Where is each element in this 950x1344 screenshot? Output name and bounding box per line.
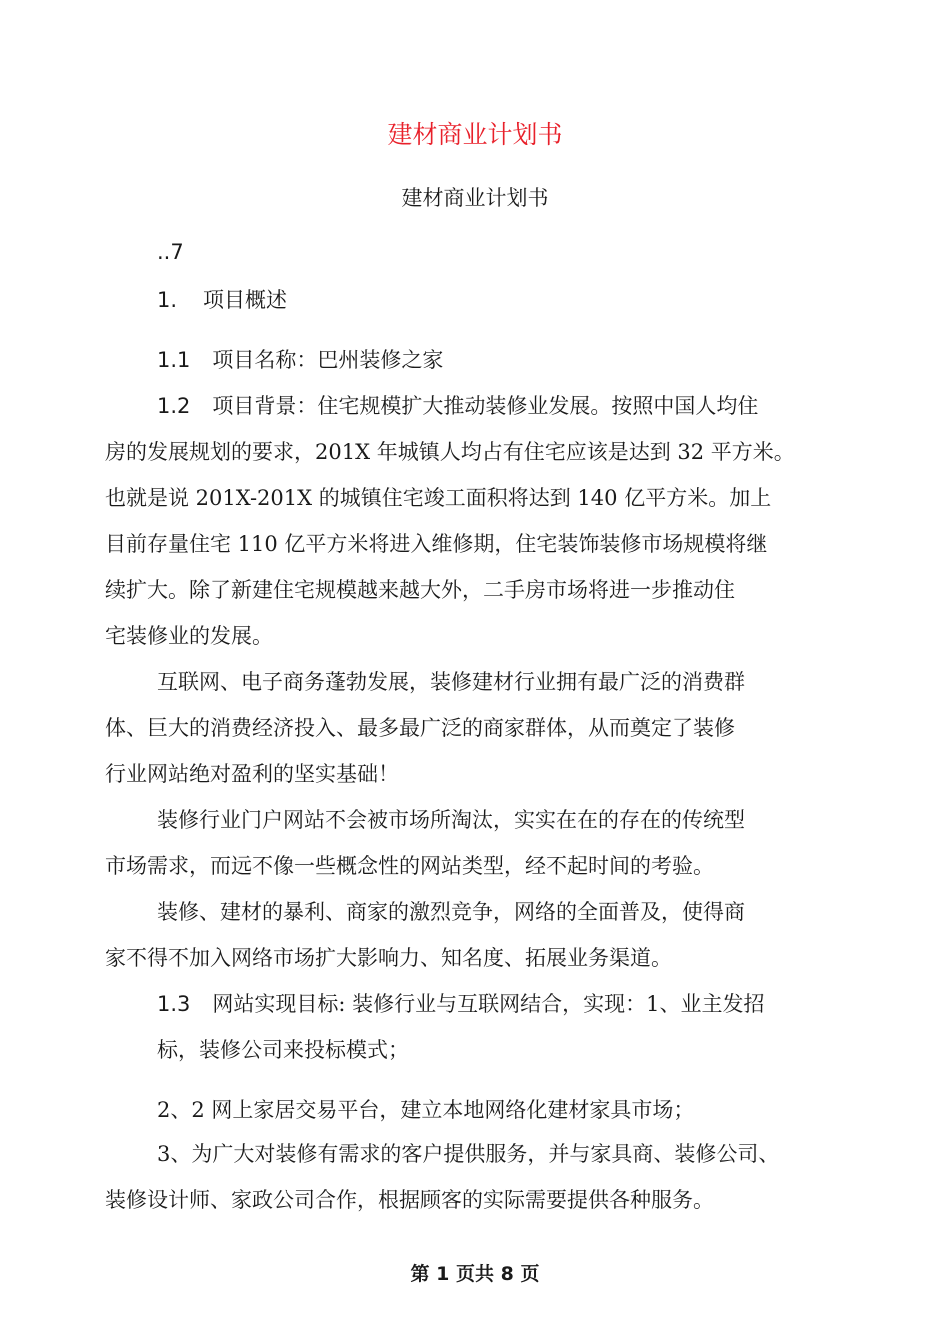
paragraph-line: 装修行业门户网站不会被市场所淘汰，实实在在的存在的传统型 bbox=[157, 808, 745, 832]
section-title: 项目概述 bbox=[203, 288, 288, 312]
paragraph-line: 互联网、电子商务蓬勃发展，装修建材行业拥有最广泛的消费群 bbox=[157, 670, 745, 694]
list-item-2: 2、2 网上家居交易平台，建立本地网络化建材家具市场； bbox=[157, 1098, 695, 1122]
paragraph-line: 标，装修公司来投标模式； bbox=[157, 1038, 409, 1062]
paragraph-line: 市场需求，而远不像一些概念性的网站类型，经不起时间的考验。 bbox=[105, 854, 714, 878]
section-number: 1.2 bbox=[157, 394, 191, 418]
document-subtitle: 建材商业计划书 bbox=[401, 186, 549, 210]
section-number: 1.1 bbox=[157, 348, 191, 372]
paragraph-line: 装修、建材的暴利、商家的激烈竞争，网络的全面普及，使得商 bbox=[157, 900, 745, 924]
section-text: 项目背景：住宅规模扩大推动装修业发展。按照中国人均住 bbox=[212, 394, 759, 418]
paragraph-line: 续扩大。除了新建住宅规模越来越大外，二手房市场将进一步推动住 bbox=[105, 578, 735, 602]
paragraph-line: 行业网站绝对盈利的坚实基础！ bbox=[105, 762, 399, 786]
section-text: 网站实现目标: 装修行业与互联网结合，实现：1、业主发招 bbox=[212, 992, 765, 1016]
toc-fragment: ..7 bbox=[157, 240, 184, 264]
paragraph-line: 目前存量住宅 110 亿平方米将进入维修期，住宅装饰装修市场规模将继 bbox=[105, 532, 768, 556]
paragraph-line: 家不得不加入网络市场扩大影响力、知名度、拓展业务渠道。 bbox=[105, 946, 672, 970]
paragraph-line: 也就是说 201X-201X 的城镇住宅竣工面积将达到 140 亿平方米。加上 bbox=[105, 486, 772, 510]
paragraph-line: 房的发展规划的要求，201X 年城镇人均占有住宅应该是达到 32 平方米。 bbox=[105, 440, 795, 464]
section-1-1 bbox=[157, 346, 443, 374]
paragraph-line: 宅装修业的发展。 bbox=[105, 624, 273, 648]
paragraph-line: 装修设计师、家政公司合作，根据顾客的实际需要提供各种服务。 bbox=[105, 1188, 714, 1212]
section-1-heading bbox=[157, 286, 287, 314]
document-title: 建材商业计划书 bbox=[387, 120, 563, 149]
section-number: 1. bbox=[157, 288, 178, 312]
section-number: 1.3 bbox=[157, 992, 191, 1016]
paragraph-line: 体、巨大的消费经济投入、最多最广泛的商家群体，从而奠定了装修 bbox=[105, 716, 735, 740]
page-footer: 第 1 页共 8 页 bbox=[410, 1263, 540, 1285]
section-1-2-line bbox=[157, 392, 758, 420]
section-text: 项目名称：巴州装修之家 bbox=[212, 348, 444, 372]
section-1-3 bbox=[157, 990, 765, 1018]
list-item-3: 3、为广大对装修有需求的客户提供服务，并与家具商、装修公司、 bbox=[157, 1142, 780, 1166]
